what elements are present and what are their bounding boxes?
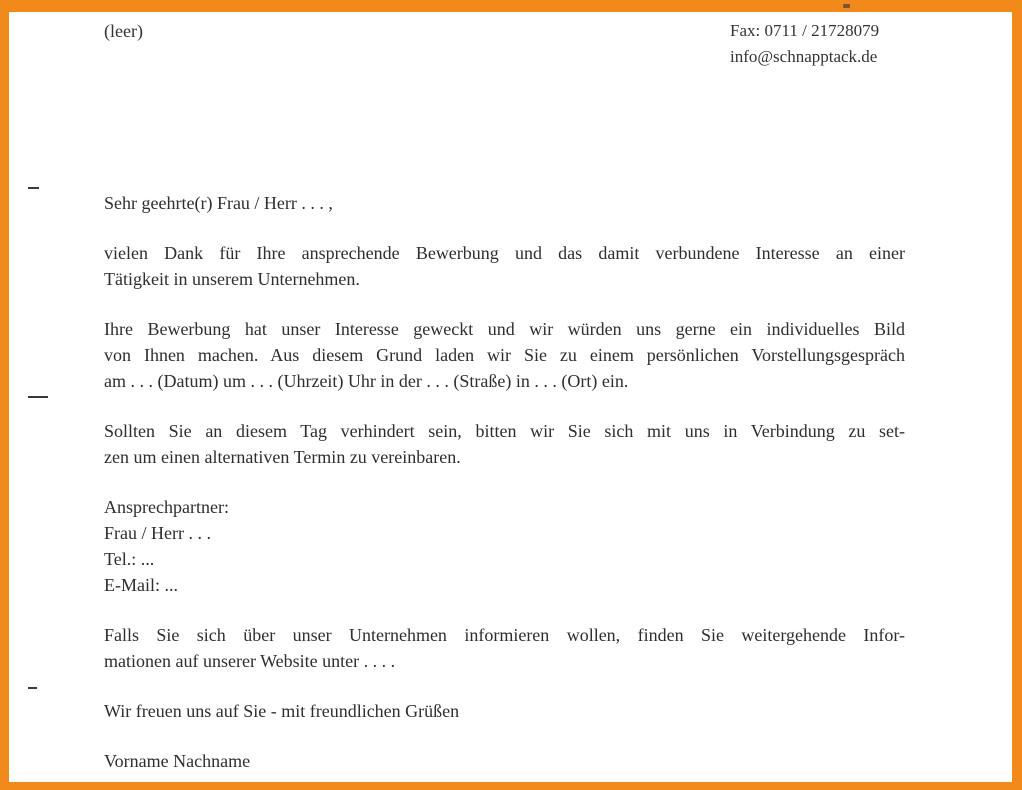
paragraph-thanks [104,240,905,292]
paragraph-line: Falls Sie sich über unser Unternehmen informieren wollen, finden Sie weitergehende Infor- [104,625,905,645]
closing-line [104,698,905,724]
greeting-text: Sehr geehrte(r) Frau / Herr . . . , [104,193,333,213]
sender-placeholder: (leer) [104,21,143,41]
greeting-line [104,190,905,216]
fold-mark-bottom [28,687,37,689]
cropped-text-artifact [843,4,850,8]
fold-mark-top [28,187,39,189]
paragraph-line: vielen Dank für Ihre ansprechende Bewerbung und das damit verbundene Interesse an einer [104,243,905,263]
signature-name: Vorname Nachname [104,751,251,771]
paragraph-website [104,622,905,674]
paragraph-line: von Ihnen machen. Aus diesem Grund laden wir Sie zu einem persönlichen Vorstellungsgespräch [104,345,905,365]
fold-mark-center [28,396,48,398]
fax-line: Fax: 0711 / 21728079 [730,21,880,40]
letter-page [9,12,1012,782]
paragraph-line: Sollten Sie an diesem Tag verhindert sein, bitten wir Sie sich mit uns in Verbindung zu set- [104,421,905,441]
paragraph-reschedule [104,418,905,470]
contact-email: E-Mail: ... [104,575,178,595]
signature-block [104,748,905,774]
paragraph-line: zen um einen alternativen Termin zu vereinbaren. [104,447,461,467]
contact-phone: Tel.: ... [104,549,155,569]
contact-person: Frau / Herr . . . [104,523,211,543]
contact-block [104,494,905,598]
paragraph-line: am . . . (Datum) um . . . (Uhrzeit) Uhr in der . . . (Straße) in . . . (Ort) ein. [104,371,629,391]
closing-text: Wir freuen uns auf Sie - mit freundlichen Grüßen [104,701,460,721]
contact-label: Ansprechpartner: [104,497,229,517]
email-line: info@schnapptack.de [730,47,878,66]
paragraph-invitation [104,316,905,394]
contact-header [730,18,879,70]
letter-body [104,190,905,774]
paragraph-line: Ihre Bewerbung hat unser Interesse geweckt und wir würden uns gerne ein individuelles Bild [104,319,905,339]
paragraph-line: Tätigkeit in unserem Unternehmen. [104,269,360,289]
paragraph-line: mationen auf unserer Website unter . . . . [104,651,396,671]
